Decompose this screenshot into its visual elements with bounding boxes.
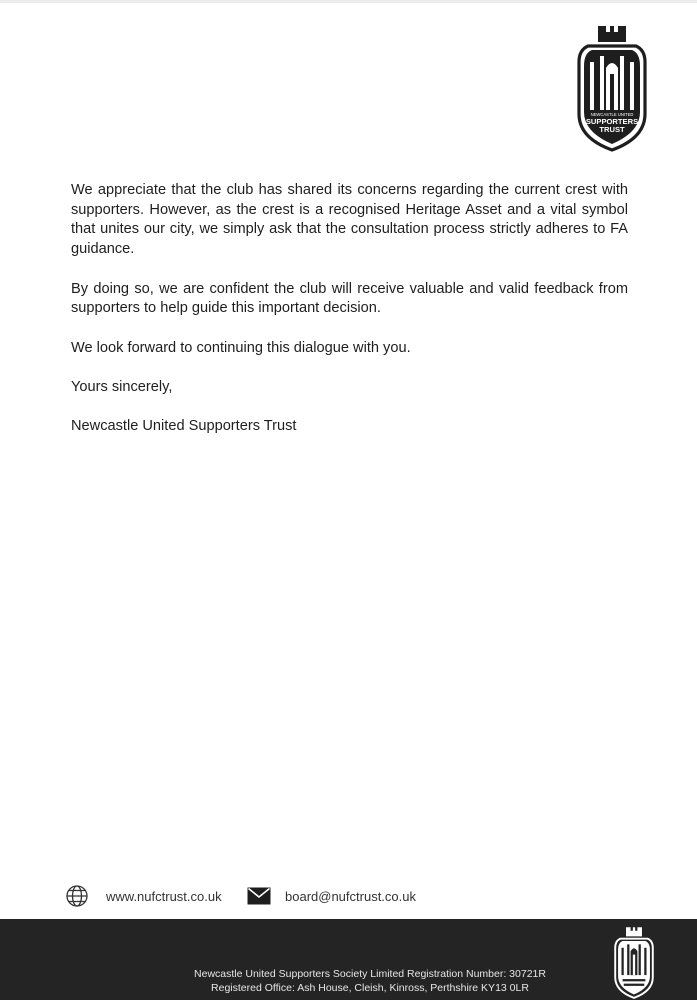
top-border [0,0,697,3]
email-contact [247,882,416,910]
castle-crest-icon [574,22,650,152]
registration-number: Newcastle United Supporters Society Limited Registration Number: 30721R [194,968,546,980]
website-link[interactable]: www.nufctrust.co.uk [106,888,222,904]
letter-closing: Yours sincerely, [71,378,173,395]
letter-body [71,181,628,457]
crest-name-line1: NEWCASTLE UNITED [590,112,634,117]
letter-signature: Newcastle United Supporters Trust [71,418,297,435]
footer-bar [0,919,697,1000]
crest-name-line2: SUPPORTERS [585,117,639,126]
crest-name-line3: TRUST [599,125,625,134]
email-link[interactable]: board@nufctrust.co.uk [285,888,416,904]
letter-paragraph-1: We appreciate that the club has shared its concerns regarding the current crest with supporters. However, as the crest is a recognised Heritage Asset and a vital symbol that unites our city, we simply ask that the consultation process strictly adheres to FA guidance. [71,182,628,258]
castle-crest-icon [612,925,656,999]
envelope-icon [247,887,271,905]
letter-paragraph-2: By doing so, we are confident the club will receive valuable and valid feedback from supporters to help guide this important decision. [71,280,628,317]
globe-icon [65,884,89,908]
registered-office: Registered Office: Ash House, Cleish, Kinross, Perthshire KY13 0LR [211,982,529,994]
letter-paragraph-3: We look forward to continuing this dialogue with you. [71,339,411,356]
website-contact [65,882,222,910]
